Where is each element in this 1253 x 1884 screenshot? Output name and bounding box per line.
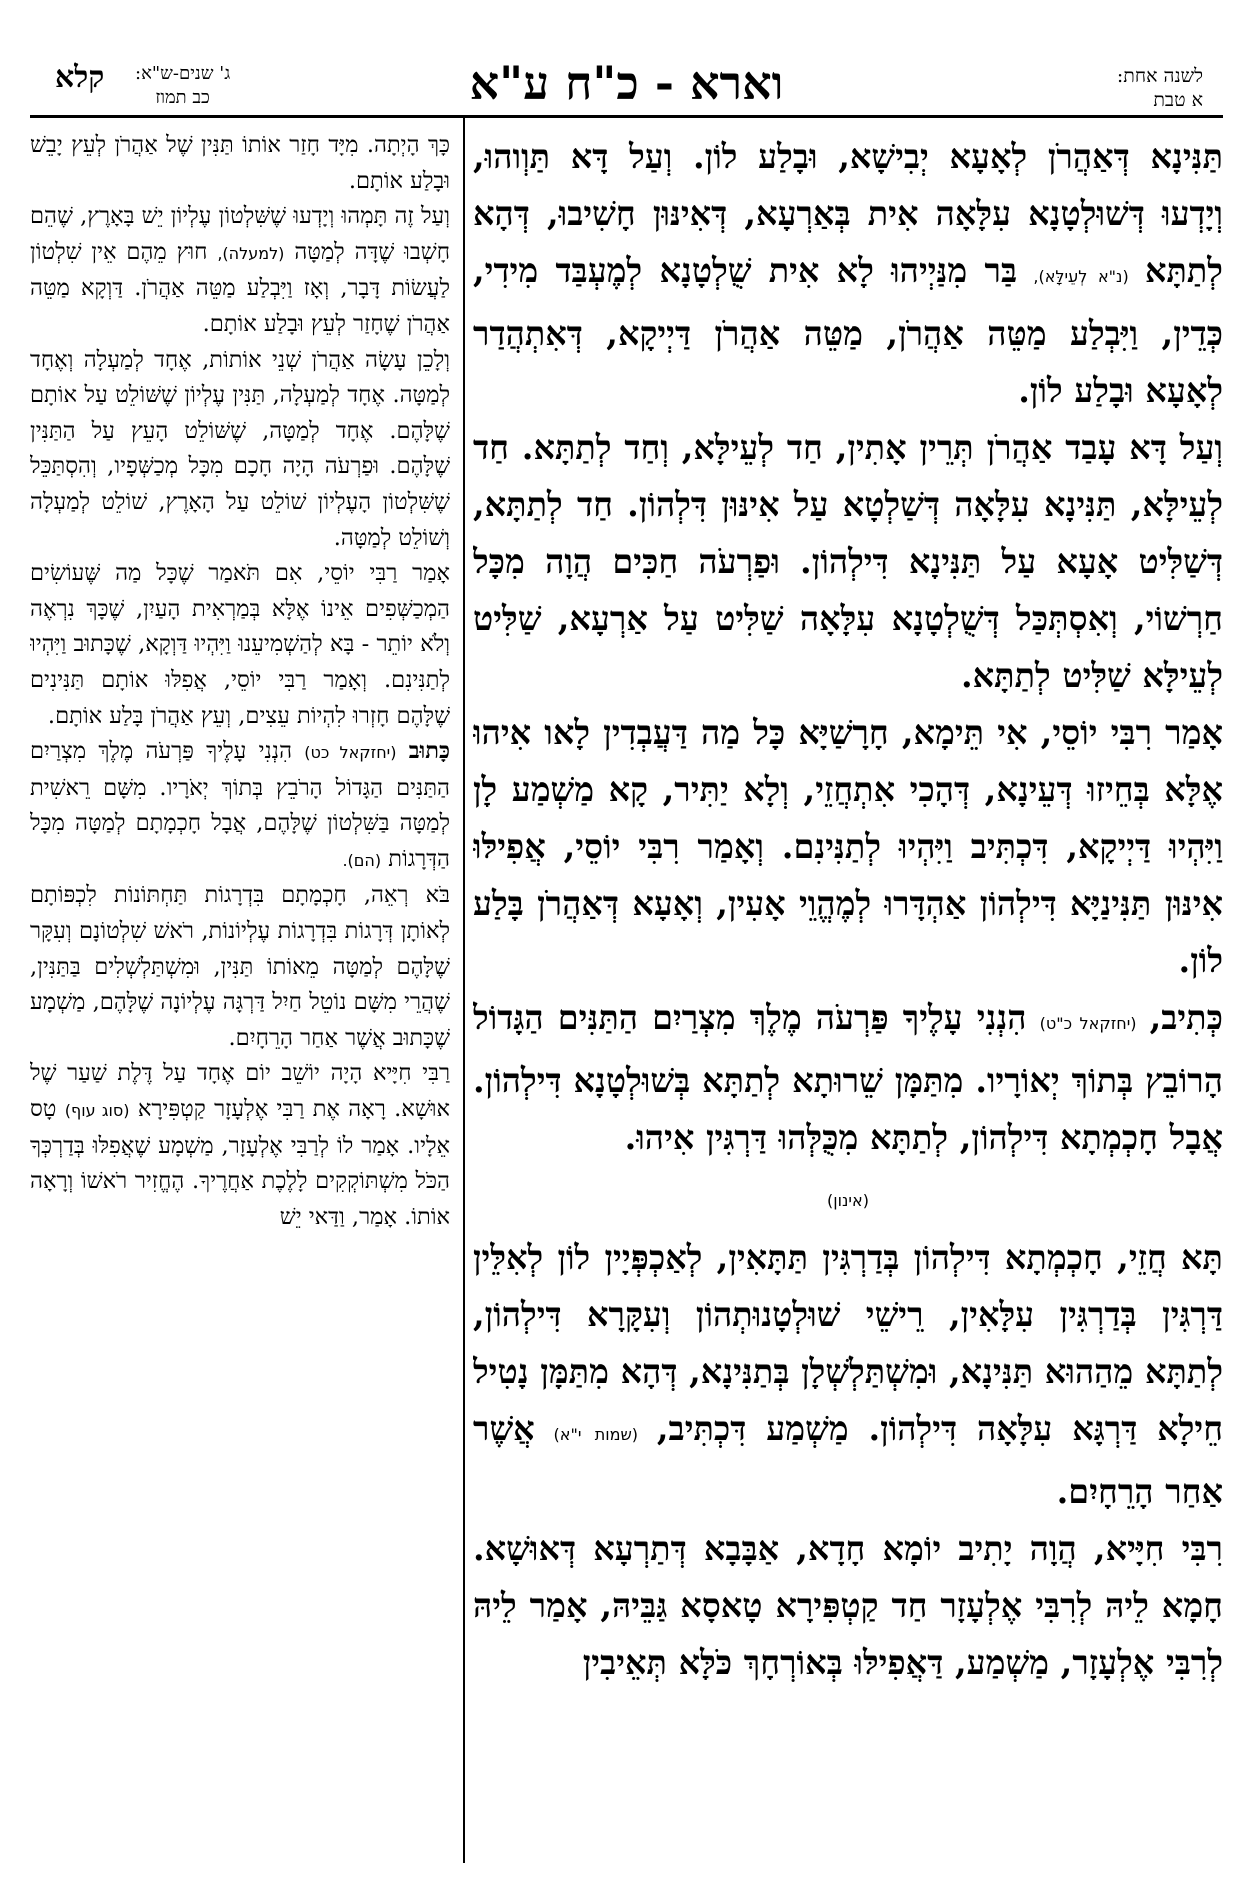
side-text-span: רַבִּי חִיָּיא הָיָה יוֹשֵׁב יוֹם אֶחָד עַל דֶּלֶת שַׁעַר שֶׁל אוּשָׁא. רָאָה אֶת רַבִּי אֶלְעָזָר קַטְפִּירָא <box>30 1060 450 1123</box>
page-header <box>30 50 1223 120</box>
side-marker: (למעלה), <box>217 243 285 263</box>
header-right-line1: לשנה אחת: <box>1116 65 1203 87</box>
header-right-line2: א טבת <box>1153 89 1203 111</box>
main-text-span: תָּא חֲזֵי, חָכְמְתָא דִּילְהוֹן בְּדַרְגִּין תַּתָּאִין, לְאַכְפְּיָין לוֹן לְאִלֵּין דַּרְגִּין בְּדַרְגִּין עִלָּאִין, רֵישֵׁי שׁוּלְטָנוּתְהוֹן וְעִקָּרָא דִּילְהוֹן, לְתַתָּא מֵהַהוּא תַּנִּינָא, וּמִשְׁתַּלְשְׁלָן בְּתַנִּינָא, דְּהָא מִתַּמָּן נָטִיל חֵילָא דַּרְגָּא עִלָּאָה דִּילְהוֹן. מַשְׁמַע דִּכְתִּיב, <box>473 1238 1223 1448</box>
header-title: וארא - כ"ח ע"א <box>469 56 784 110</box>
main-marker: (שמות י"א) <box>553 1425 639 1444</box>
main-text-span: תַּנִּינָא דְּאַהֲרֹן לְאָעָא יְבִישָׁא, וּבָלַע לוֹן. וְעַל דָּא תַּוְוהוּ, וְיָדְעוּ דְּשׁוּלְטָנָא עִלָּאָה אִית בְּאַרְעָא, דְּאִינּוּן חָשִׁיבוּ, דְּהָא לְתַתָּא <box>473 137 1223 290</box>
side-paragraph <box>30 734 450 878</box>
header-left-line1: ג' שנים-ש"א: <box>135 63 231 84</box>
main-paragraph <box>473 1229 1223 1520</box>
main-paragraph <box>473 128 1223 419</box>
side-text-span: וְעַל זֶה תָּמְהוּ וְיָדְעוּ שֶׁשִּׁלְטוֹן עֶלְיוֹן יֵשׁ בָּאָרֶץ, שֶׁהֵם חָשְׁבוּ שֶׁדָּה לְמַטָּה <box>30 203 450 265</box>
main-marker: (יחזקאל כ"ט) <box>1039 1014 1137 1033</box>
side-column <box>30 128 450 1868</box>
side-paragraph: וְלָכֵן עָשָׂה אַהֲרֹן שְׁנֵי אוֹתוֹת, אֶחָד לְמַעְלָה וְאֶחָד לְמַטָּה. אֶחָד לְמַעְלָה, תַּנִּין עֶלְיוֹן שֶׁשּׁוֹלֵט עַל אוֹתָם שֶׁלָּהֶם. אֶחָד לְמַטָּה, שֶׁשּׁוֹלֵט הָעֵץ עַל הַתַּנִּין שֶׁלָּהֶם. וּפַרְעֹה הָיָה חָכָם מִכָּל מְכַשְּׁפָיו, וְהִסְתַּכֵּל שֶׁשִּׁלְטוֹן הָעֶלְיוֹן שׁוֹלֵט עַל הָאָרֶץ, שׁוֹלֵט לְמַעְלָה וְשׁוֹלֵט לְמַטָּה. <box>30 346 450 551</box>
main-note <box>473 1166 1223 1229</box>
side-paragraph <box>30 1056 450 1235</box>
main-paragraph: וְעַל דָּא עָבַד אַהֲרֹן תְּרֵין אָתִין, חַד לְעֵילָּא, וְחַד לְתַתָּא. חַד לְעֵילָּא, תַּנִּינָא עִלָּאָה דְּשַׁלְטָא עַל אִינּוּן דִּלְהוֹן. חַד לְתַתָּא, דְּשַׁלִּיט אָעָא עַל תַּנִּינָא דִּילְהוֹן. וּפַרְעֹה חַכִּים הֲוָה מִכָּל חַרְשׁוֹי, וְאִסְתְּכַּל דְּשֻׁלְטָנָא עִלָּאָה שַׁלִּיט עַל אַרְעָא, שַׁלִּיט לְעֵילָּא שַׁלִּיט לְתַתָּא. <box>473 428 1223 695</box>
header-left-line2: כב תמוז <box>155 87 210 108</box>
main-marker: (אינון) <box>827 1191 869 1210</box>
main-paragraph: אָמַר רִבִּי יוֹסֵי, אִי תֵּימָא, חָרָשַׁיָּא כָּל מַה דַּעֲבְדִין לָאו אִיהוּ אֶלָּא בְּחֵיזוּ דְּעֵינָא, דְּהָכִי אִתְחֲזֵי, וְלָא יַתִּיר, קָא מַשְׁמַע לָן וַיִּהְיוּ דַּיְיקָא, דִּכְתִּיב וַיִּהְיוּ לְתַנִּינִם. וְאָמַר רִבִּי יוֹסֵי, אֲפִילּוּ אִינּוּן תַּנִּינַיָּא דִּילְהוֹן אַהְדָּרוּ לְמֶהֱוֵי אָעִין, וְאָעָא דְּאַהֲרֹן בָּלַע לוֹן. <box>473 713 1223 980</box>
side-paragraph: בֹּא רְאֵה, חָכְמָתָם בִּדְרָגוֹת תַּחְתּוֹנוֹת לִכְפּוֹתָם לְאוֹתָן דְּרָגוֹת בִּדְרָגוֹת עֶלְיוֹנוֹת, רֹאשׁ שִׁלְטוֹנָם וְעִקָּר שֶׁלָּהֶם לְמַטָּה מֵאוֹתוֹ תַּנִּין, וּמִשְׁתַּלְשְׁלִים בַּתַּנִּין, שֶׁהֲרֵי מִשָּׁם נוֹטֵל חַיִל דַּרְגָּה עֶלְיוֹנָה שֶׁלָּהֶם, מַשְׁמָע שֶׁכָּתוּב אֲשֶׁר אַחַר הָרֵחָיִם. <box>30 882 450 1051</box>
side-marker: (סוג עוף) <box>64 1101 130 1121</box>
main-paragraph: רִבִּי חִיָּיא, הֲוָה יָתִיב יוֹמָא חָדָא, אַבָּבָא דְּתַרְעָא דְּאוּשָׁא. חָמָא לֵיהּ לְרִבִּי אֶלְעָזָר חַד קַטְפִּירָא טָאסָא גַּבֵּיהּ, אָמַר לֵיהּ לְרִבִּי אֶלְעָזָר, מַשְׁמַע, דַּאֲפִילּוּ בְּאוֹרְחָךְ כֹּלָּא תְּאֵיבִין <box>473 1529 1223 1682</box>
side-text-span: טָס אֵלָיו. אָמַר לוֹ לְרַבִּי אֶלְעָזָר, מַשְׁמָע שֶׁאֲפִלּוּ בְּדַרְכְּךָ הַכֹּל מִשְׁתּוֹקְקִים לָלֶכֶת אַחֲרֶיךָ. הֶחֱזִיר רֹאשׁוֹ וְרָאָה אוֹתוֹ. אָמַר, וַדַּאי יֵשׁ <box>30 1096 450 1230</box>
header-left <box>135 62 230 110</box>
main-paragraph <box>473 989 1223 1166</box>
main-marker: (נ"א לְעֵילָּא), <box>1033 267 1129 286</box>
side-paragraph: אָמַר רַבִּי יוֹסֵי, אִם תֹּאמַר שֶׁכָּל מַה שֶּׁעוֹשִׂים הַמְכַשְּׁפִים אֵינוֹ אֶלָּא בְּמַרְאִית הָעַיִן, שֶׁכָּךְ נִרְאֶה וְלֹא יוֹתֵר - בָּא לְהַשְׁמִיעֵנוּ וַיִּהְיוּ דַּוְקָא, שֶׁכָּתוּב וַיִּהְיוּ לְתַנִּינִם. וְאָמַר רַבִּי יוֹסֵי, אֲפִלּוּ אוֹתָם תַּנִּינִים שֶׁלָּהֶם חָזְרוּ לִהְיוֹת עֵצִים, וְעֵץ אַהֲרֹן בָּלַע אוֹתָם. <box>30 560 450 729</box>
side-marker: (יחזקאל כט) <box>304 743 397 763</box>
side-text-span: הִנְנִי עָלֶיךָ פַּרְעֹה מֶלֶךְ מִצְרַיִם הַתַּנִּים הַגָּדוֹל הָרֹבֵץ בְּתוֹךְ יְאֹרָיו. מִשָּׁם רֵאשִׁית לְמַטָּה בַּשִּׁלְטוֹן שֶׁלָּהֶם, אֲבָל חָכְמָתָם לְמַטָּה מִכָּל הַדְּרָגוֹת <box>30 738 450 872</box>
main-column <box>473 128 1223 1868</box>
column-divider <box>463 118 465 1863</box>
main-text-span: כְּתִיב, <box>1149 998 1223 1037</box>
side-marker: (הם). <box>342 850 382 870</box>
main-text-span: בַּר מִנַּיְיהוּ לָא אִית שֻׁלְטָנָא לְמֶעְבַּד מִידִי, כְּדֵין, וַיִּבְלַע מַטֵּה אַהֲרֹן, מַטֵּה אַהֲרֹן דַּיְיקָא, דְּאִתְהֲדַר לְאָעָא וּבָלַע לוֹן. <box>473 251 1223 410</box>
header-rule <box>30 115 1223 118</box>
main-text-span: הִנְנִי עָלֶיךָ פַּרְעֹה מֶלֶךְ מִצְרַיִם הַתַּנִּים הַגָּדוֹל הָרוֹבֵץ בְּתוֹךְ יְאוֹרָיו. מִתַּמָּן שֵׁרוּתָא לְתַתָּא בְּשׁוּלְטָנָא דִּילְהוֹן. אֲבָל חָכְמְתָא דִּילְהוֹן, לְתַתָּא מִכֻּלְּהוּ דַּרְגִּין אִיהוּ. <box>473 998 1223 1157</box>
side-text-span: כָּתוּב <box>408 738 450 765</box>
side-paragraph <box>30 199 450 342</box>
page-number: קלא <box>55 60 105 95</box>
main-text-span: אֲשֶׁר אַחַר הָרֵחָיִם. <box>473 1409 1223 1511</box>
side-text-span: חוּץ מֵהֶם אֵין שִׁלְטוֹן לַעֲשׂוֹת דָּבָר, וְאָז וַיִּבְלַע מַטֵּה אַהֲרֹן. דַּוְקָא מַטֵּה אַהֲרֹן שֶׁחָזַר לְעֵץ וּבָלַע אוֹתָם. <box>30 238 450 337</box>
side-paragraph: כָּךְ הָיְתָה. מִיָּד חָזַר אוֹתוֹ תַּנִּין שֶׁל אַהֲרֹן לְעֵץ יָבֵשׁ וּבָלַע אוֹתָם. <box>30 132 450 194</box>
